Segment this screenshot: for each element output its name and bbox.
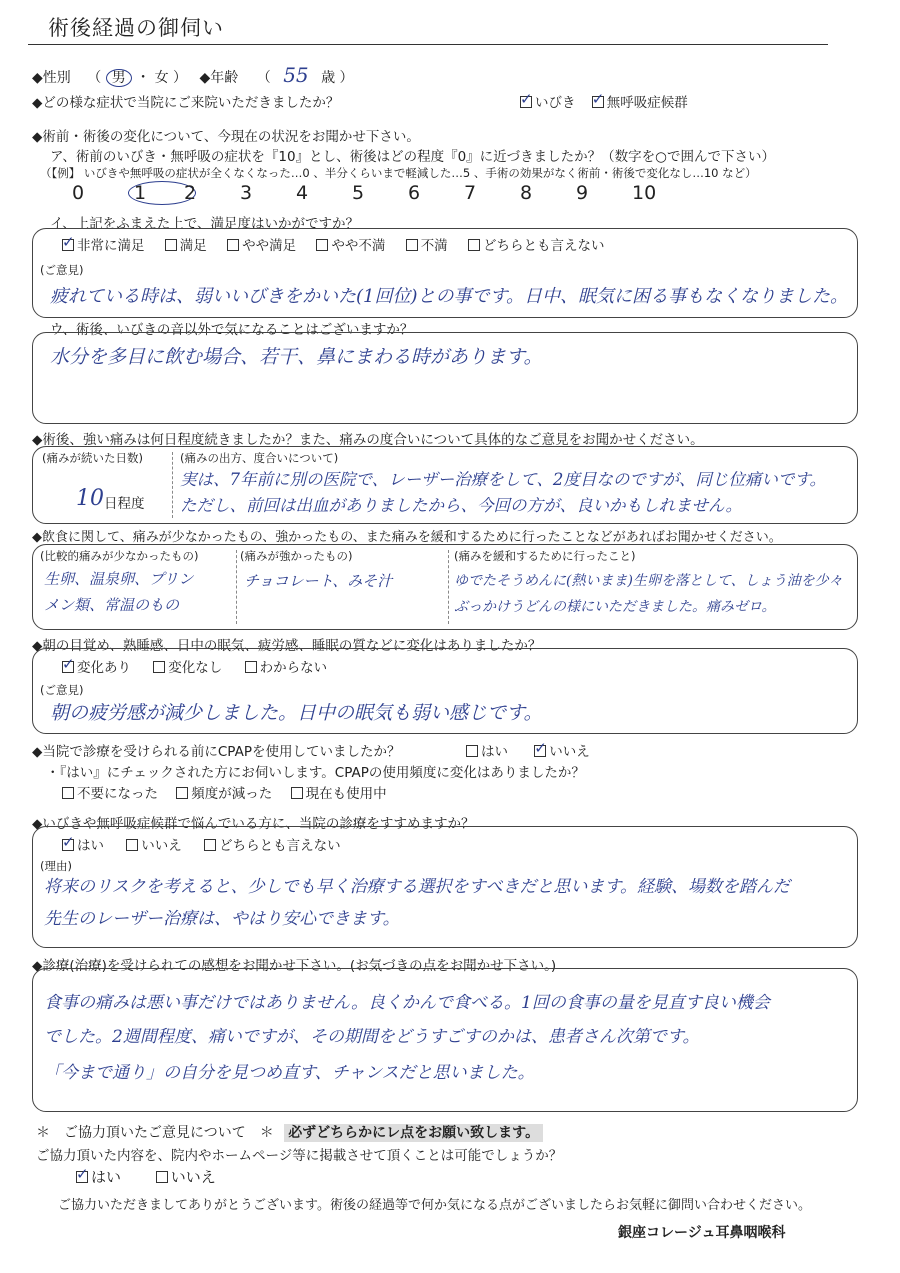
age-value[interactable]: 55 [283, 63, 309, 87]
q8-reason-label: (理由) [40, 859, 72, 873]
q9-line1[interactable]: 食事の痛みは悪い事だけではありません。良くかんで食べる。1回の食事の量を見直す良い機会 [44, 993, 770, 1013]
gender-label: ◆性別 [32, 70, 71, 86]
checkbox-apnea[interactable] [592, 96, 604, 108]
checkbox-very-satisfied[interactable] [62, 239, 74, 251]
rating-scale [72, 181, 688, 205]
q2-opinion-answer[interactable]: 疲れている時は、弱いいびきをかいた(1回位)との事です。日中、眠気に困る事もなくなりました。 [50, 286, 849, 307]
q5-col2-label: (痛みが強かったもの) [240, 549, 353, 563]
scale-3[interactable]: 3 [240, 182, 253, 204]
q1-text: ◆どの様な症状で当院にご来院いただきましたか？ [32, 95, 340, 111]
gender-female-option[interactable]: 女 [154, 70, 169, 86]
checkbox-recommend-no[interactable] [126, 839, 138, 851]
q5-divider-1 [236, 550, 237, 624]
scale-5[interactable]: 5 [352, 182, 365, 204]
q2-line-a: ア、術前のいびき・無呼吸の症状を『10』とし、術後はどの程度『0』に近づきましたか？（数字を○で囲んで下さい） [50, 149, 775, 165]
gender-male-option[interactable]: 男 [106, 69, 132, 87]
q5-col3-line1[interactable]: ゆでたそうめんに(熱いまま)生卵を落として、しょう油を少々 [454, 573, 843, 589]
checkbox-unknown[interactable] [245, 661, 257, 673]
q8-options: ✓はい いいえ どちらとも言えない [62, 834, 341, 854]
checkbox-consent-no[interactable] [156, 1171, 168, 1183]
scale-9[interactable]: 9 [576, 182, 589, 204]
q5-col3-label: (痛みを緩和するために行ったこと) [454, 549, 636, 563]
q6-opinion-answer[interactable]: 朝の疲労感が減少しました。日中の眠気も弱い感じです。 [50, 702, 543, 724]
q7-sub: ・『はい』にチェックされた方にお伺いします。CPAPの使用頻度に変化はありましたか？ [46, 765, 585, 781]
scale-10[interactable]: 10 [632, 182, 657, 204]
q5-divider-2 [448, 550, 449, 624]
q2-line-b: イ、上記をふまえた上で、満足度はいかがですか？ [50, 216, 360, 232]
checkbox-satisfied[interactable] [165, 239, 177, 251]
q5-col1-line1[interactable]: 生卵、温泉卵、プリン [44, 570, 194, 588]
q8-text: ◆いびきや無呼吸症候群で悩んでいる方に、当院の診療をすすめますか？ [32, 816, 475, 832]
checkbox-ibiki[interactable] [520, 96, 532, 108]
q4-detail-line2[interactable]: ただし、前回は出血がありましたから、今回の方が、良いかもしれません。 [180, 496, 742, 515]
age-unit: 歳 [321, 70, 336, 86]
q4-text: ◆術後、強い痛みは何日程度続きましたか？また、痛みの度合いについて具体的なご意見をお聞かせください。 [32, 432, 704, 448]
checkbox-changed[interactable] [62, 661, 74, 673]
q7-sub-options: 不要になった 頻度が減った 現在も使用中 [62, 782, 387, 802]
q4-days-value[interactable]: 10 [76, 486, 104, 511]
q4-days-label: (痛みが続いた日数) [42, 451, 143, 465]
checkbox-somewhat-dissatisfied[interactable] [316, 239, 328, 251]
checkbox-no-change[interactable] [153, 661, 165, 673]
q5-text: ◆飲食に関して、痛みが少なかったもの、強かったもの、また痛みを緩和するために行ったことなどがあればお聞かせください。 [32, 530, 782, 545]
q5-col2-line1[interactable]: チョコレート、みそ汁 [244, 572, 393, 590]
q5-col3-line2[interactable]: ぶっかけうどんの様にいただきました。痛みゼロ。 [454, 599, 776, 615]
q3-answer[interactable]: 水分を多目に飲む場合、若干、鼻にまわる時があります。 [50, 346, 543, 368]
clinic-name: 銀座コレージュ耳鼻咽喉科 [618, 1225, 786, 1241]
gender-row: ◆性別 （ 男 ・ 女 ） ◆年齢 （ 55 歳 ） [32, 63, 354, 87]
q9-line2[interactable]: でした。2週間程度、痛いですが、その期間をどうすごすのかは、患者さん次第です。 [44, 1027, 700, 1047]
checkbox-still-using[interactable] [291, 787, 303, 799]
q2-heading: ◆術前・術後の変化について、今現在の状況をお聞かせ下さい。 [32, 129, 420, 145]
q2-opinion-label: (ご意見) [40, 263, 84, 277]
q6-text: ◆朝の目覚め、熟睡感、日中の眠気、疲労感、睡眠の質などに変化はありましたか？ [32, 638, 542, 654]
checkbox-recommend-neither[interactable] [204, 839, 216, 851]
scale-0[interactable]: 0 [72, 182, 85, 204]
q9-line3[interactable]: 「今まで通り」の自分を見つめ直す、チャンスだと思いました。 [44, 1063, 535, 1083]
title-divider [28, 44, 828, 45]
checkbox-cpap-no[interactable] [534, 745, 546, 757]
checkbox-consent-yes[interactable] [76, 1171, 88, 1183]
checkbox-no-longer-needed[interactable] [62, 787, 74, 799]
page-title: 術後経過の御伺い [48, 16, 224, 40]
q7-text: ◆当院で診療を受けられる前にCPAPを使用していましたか？ [32, 744, 401, 760]
age-label: ◆年齢 [199, 70, 239, 86]
q9-text: ◆診療(治療)を受けられての感想をお聞かせ下さい。(お気づきの点をお聞かせ下さい。) [32, 958, 557, 974]
q4-days-unit: 日程度 [104, 496, 145, 512]
q5-col1-label: (比較的痛みが少なかったもの) [40, 549, 199, 563]
satisfaction-options: ✓非常に満足 満足 やや満足 やや不満 不満 どちらとも言えない [62, 234, 604, 254]
scale-1[interactable]: 1 [128, 181, 184, 205]
q4-detail-label: (痛みの出方、度合いについて) [180, 451, 339, 465]
checkbox-recommend-yes[interactable] [62, 839, 74, 851]
consent-question: ご協力頂いた内容を、院内やホームページ等に掲載させて頂くことは可能でしょうか？ [36, 1148, 563, 1164]
consent-heading: ＊ ご協力頂いたご意見について ＊ 必ずどちらかにレ点をお願い致します。 [36, 1122, 543, 1142]
q4-divider [172, 452, 173, 518]
checkbox-cpap-yes[interactable] [466, 745, 478, 757]
scale-2[interactable]: 2 [184, 182, 197, 204]
thanks-text: ご協力いただきましてありがとうございます。術後の経過等で何か気になる点がございましたらお気軽に御問い合わせください。 [58, 1198, 811, 1213]
scale-4[interactable]: 4 [296, 182, 309, 204]
q6-opinion-label: (ご意見) [40, 683, 84, 697]
checkbox-neither[interactable] [468, 239, 480, 251]
scale-7[interactable]: 7 [464, 182, 477, 204]
q5-col1-line2[interactable]: メン類、常温のもの [44, 596, 180, 614]
q7-options: はい ✓ いいえ [466, 740, 590, 760]
consent-options: ✓はい いいえ [76, 1166, 216, 1187]
checkbox-somewhat-satisfied[interactable] [227, 239, 239, 251]
q2-example: （【例】 いびきや無呼吸の症状が全くなくなった…0 、半分くらいまで軽減した…5 、手術の効果がなく術前・術後で変化なし…10 など） [40, 166, 757, 180]
q1-options: ✓ いびき ✓ 無呼吸症候群 [520, 91, 688, 111]
q6-options: ✓変化あり 変化なし わからない [62, 656, 327, 676]
checkbox-reduced-frequency[interactable] [176, 787, 188, 799]
scale-6[interactable]: 6 [408, 182, 421, 204]
checkbox-dissatisfied[interactable] [406, 239, 418, 251]
q3-text: ウ、術後、いびきの音以外で気になることはございますか？ [50, 322, 414, 338]
scale-8[interactable]: 8 [520, 182, 533, 204]
q8-reason-line2[interactable]: 先生のレーザー治療は、やはり安心できます。 [44, 909, 400, 929]
q8-reason-line1[interactable]: 将来のリスクを考えると、少しでも早く治療する選択をすべきだと思います。経験、場数を踏んだ [44, 877, 790, 897]
q4-detail-line1[interactable]: 実は、7年前に別の医院で、レーザー治療をして、2度目なのですが、同じ位痛いです。 [180, 470, 827, 489]
